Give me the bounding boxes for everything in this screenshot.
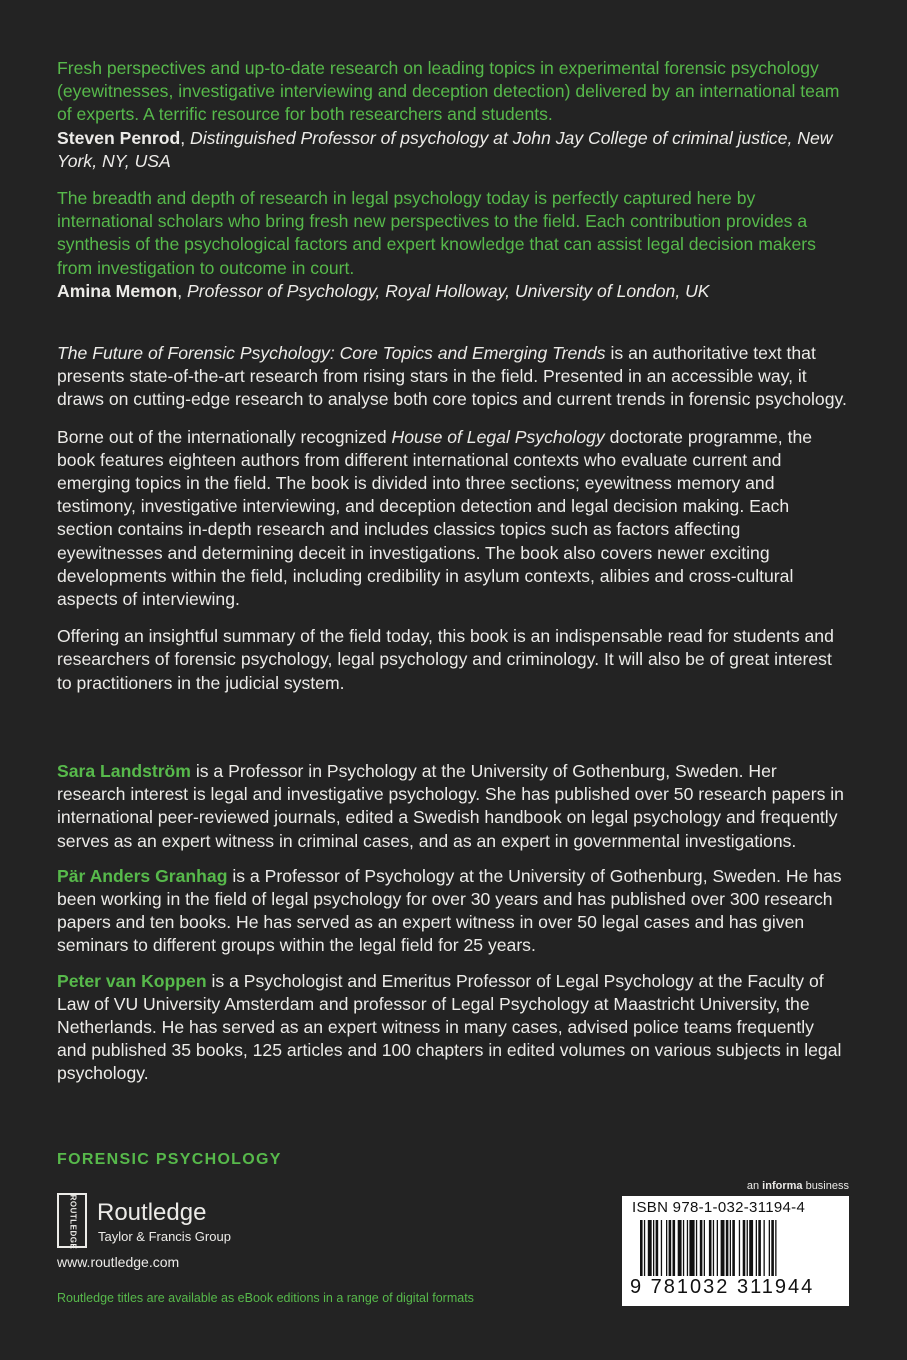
barcode-bar xyxy=(739,1220,740,1276)
barcode-bar xyxy=(640,1220,643,1276)
bio-landstrom: Sara Landström is a Professor in Psychology at the University of Gothenburg, Sweden. Her research interest is legal and investigative psychology. She has published over 50 research papers in international peer-reviewed journals, edited a Swedish handbook on legal psychology and frequently serves as an expert witness in criminal cases, and as an expert in governmental investigations. xyxy=(57,761,844,851)
isbn-label: ISBN 978-1-032-31194-4 xyxy=(632,1199,806,1216)
isbn-barcode xyxy=(622,1196,849,1306)
barcode-bar xyxy=(726,1220,729,1276)
endorsement-attribution: Amina Memon, Professor of Psychology, Royal Holloway, University of London, UK xyxy=(57,280,710,301)
barcode-bar xyxy=(749,1220,753,1276)
routledge-logo xyxy=(57,1193,297,1253)
bio-granhag: Pär Anders Granhag is a Professor of Psychology at the University of Gothenburg, Sweden. He has been working in the field of legal psychology for over 30 years and has published over 300 research papers and ten books. He has served as an expert witness in over 50 legal cases and has given seminars to different groups within the legal field for 25 years. xyxy=(57,865,842,956)
barcode-bar xyxy=(775,1220,776,1276)
barcode-bar xyxy=(661,1220,662,1276)
endorser-affiliation: Distinguished Professor of psychology at John Jay College of criminal justice, New York, NY, USA xyxy=(57,127,833,171)
barcode-bar xyxy=(769,1220,770,1276)
barcode-bars xyxy=(640,1220,832,1276)
barcode-bar xyxy=(648,1220,652,1276)
publisher-group: Taylor & Francis Group xyxy=(98,1229,231,1244)
endorsement-attribution: Steven Penrod, Distinguished Professor of psychology at John Jay College of criminal justice, New York, NY, USA xyxy=(57,127,833,171)
barcode-bar xyxy=(700,1220,703,1276)
series-label: FORENSIC PSYCHOLOGY xyxy=(57,1151,282,1168)
barcode-bar xyxy=(771,1220,774,1276)
barcode-bar xyxy=(669,1220,672,1276)
endorser-affiliation: Professor of Psychology, Royal Holloway, University of London, UK xyxy=(187,280,710,301)
endorser-name: Steven Penrod xyxy=(57,127,181,148)
informa-tagline: an informa business xyxy=(746,1180,849,1192)
barcode-bar xyxy=(713,1220,714,1276)
barcode-bar xyxy=(656,1220,659,1276)
barcode-bar xyxy=(687,1220,688,1276)
bio-name: Sara Landström xyxy=(57,761,191,781)
endorsement-1 xyxy=(57,57,847,173)
barcode-bar xyxy=(732,1220,735,1276)
barcode-bar xyxy=(717,1220,718,1276)
description-paragraph-1: The Future of Forensic Psychology: Core Topics and Emerging Trends is an authoritative text that presents state-of-the-art research from rising stars in the field. Presented in an accessible way, it draws on cutting-edge research to analyse both core topics and current trends in forensic psychology. xyxy=(57,343,847,410)
barcode-bar xyxy=(758,1220,761,1276)
bio-name: Pär Anders Granhag xyxy=(57,865,228,886)
description-paragraph-2: Borne out of the internationally recognized House of Legal Psychology doctorate programme, the book features eighteen authors from different international contexts who evaluate current and emerging topics in the field. The book is divided into three sections; eyewitness memory and testimony, investigative interviewing, and deception detection and legal decision making. Each section contains in-depth research and includes classics topics such as factors affecting eyewitnesses and determining deceit in investigations. The book also covers newer exciting developments within the field, including credibility in asylum contexts, alibies and cross-cultural aspects of interviewing. xyxy=(57,426,813,610)
barcode-bar xyxy=(730,1220,731,1276)
barcode-bar xyxy=(764,1220,765,1276)
barcode-bar xyxy=(644,1220,645,1276)
endorsement-text: The breadth and depth of research in legal psychology today is perfectly captured here by international scholars who bring fresh new perspectives to the field. Each contribution provides a synthesis of the psychological factors and expert knowledge that can assist legal decision makers from investigation to outcome in court. xyxy=(57,188,816,278)
barcode-bar xyxy=(721,1220,725,1276)
endorsement-2 xyxy=(57,187,847,303)
routledge-mark-icon: ROUTLEDGE xyxy=(57,1193,87,1248)
book-description xyxy=(57,342,847,695)
barcode-bar xyxy=(666,1220,667,1276)
endorser-name: Amina Memon xyxy=(57,280,178,301)
barcode-bar xyxy=(704,1220,705,1276)
publisher-website: www.routledge.com xyxy=(57,1254,180,1270)
barcode-bar xyxy=(747,1220,748,1276)
barcode-bar xyxy=(689,1220,694,1276)
barcode-bar xyxy=(709,1220,712,1276)
publisher-name: Routledge xyxy=(97,1199,207,1226)
endorsement-text: Fresh perspectives and up-to-date research on leading topics in experimental forensic psychology (eyewitnesses, investigative interviewing and deception detection) delivered by an international team of experts. A terrific resource for both researchers and students. xyxy=(57,58,840,125)
barcode-bar xyxy=(673,1220,676,1276)
barcode-bar xyxy=(683,1220,684,1276)
description-paragraph-3: Offering an insightful summary of the field today, this book is an indispensable read for students and researchers of forensic psychology, legal psychology and criminology. It will also be of great interest to practitioners in the judicial system. xyxy=(57,626,834,693)
barcode-number: 9 781032 311944 xyxy=(630,1276,815,1298)
barcode-bar xyxy=(696,1220,697,1276)
ebook-note: Routledge titles are available as eBook editions in a range of digital formats xyxy=(57,1291,474,1305)
book-title: The Future of Forensic Psychology: Core Topics and Emerging Trends xyxy=(57,343,606,363)
bio-name: Peter van Koppen xyxy=(57,970,207,991)
barcode-bar xyxy=(678,1220,682,1276)
barcode-bar xyxy=(653,1220,654,1276)
barcode-bar xyxy=(743,1220,746,1276)
editor-bios xyxy=(57,760,847,1086)
barcode-bar xyxy=(756,1220,757,1276)
bio-van-koppen: Peter van Koppen is a Psychologist and Emeritus Professor of Legal Psychology at the Faculty of Law of VU University Amsterdam and professor of Legal Psychology at Maastricht University, the Netherlands. He has served as an expert witness in many cases, advised police teams frequently and published 35 books, 125 articles and 100 chapters in edited volumes on various subjects in legal psychology. xyxy=(57,970,842,1084)
programme-name: House of Legal Psychology xyxy=(391,426,605,447)
